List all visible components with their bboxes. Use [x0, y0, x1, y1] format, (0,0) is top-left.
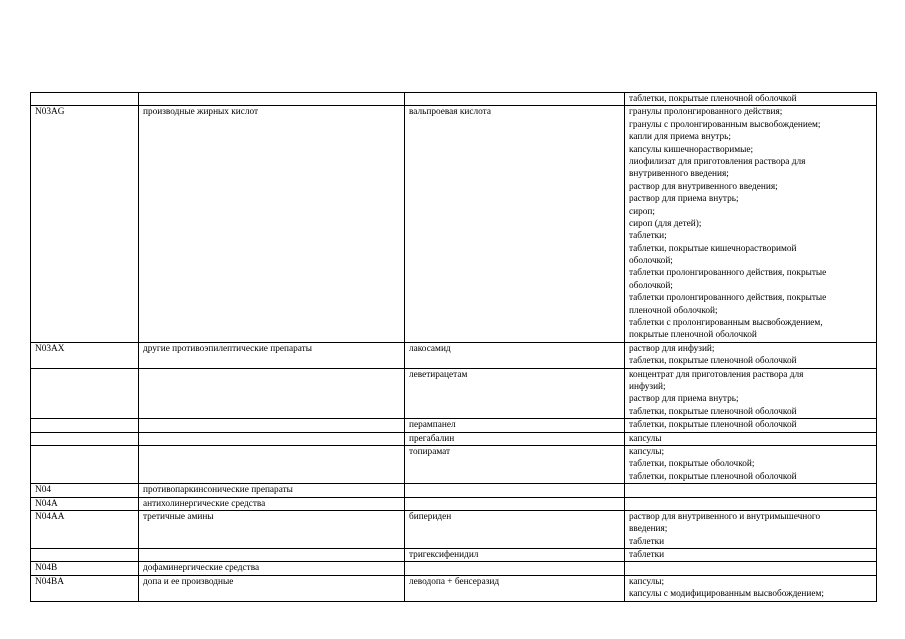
group-name-cell-text: [143, 446, 402, 458]
drug-name-cell-text: перампанел: [409, 420, 456, 431]
table-row: [31, 497, 877, 510]
group-name-cell: [139, 510, 405, 548]
atc-code-cell: [31, 562, 139, 575]
dosage-form-cell: [625, 419, 877, 432]
group-name-cell: [139, 497, 405, 510]
group-name-cell-text: противопаркинсонические препараты: [143, 485, 293, 496]
group-name-cell-text: антихолинергические средства: [143, 498, 266, 509]
atc-code-cell-text: N04: [35, 485, 52, 496]
atc-code-cell: [31, 419, 139, 432]
group-name-cell-text: производные жирных кислот: [143, 107, 259, 118]
dosage-form-cell: [625, 368, 877, 419]
group-name-cell: [139, 432, 405, 445]
dosage-form-cell: [625, 106, 877, 342]
dosage-form-line: оболочкой;: [629, 256, 673, 267]
group-name-cell: [139, 106, 405, 342]
dosage-form-line: таблетки: [629, 536, 665, 547]
group-name-cell: [139, 549, 405, 562]
dosage-form-cell: [625, 510, 877, 548]
drug-name-cell: [405, 432, 625, 445]
dosage-form-line: таблетки, покрытые оболочкой;: [629, 459, 755, 470]
dosage-form-line: таблетки, покрытые пленочной оболочкой: [629, 420, 797, 431]
dosage-form-line: гранулы пролонгированного действия;: [629, 107, 783, 118]
dosage-form-line: оболочкой;: [629, 280, 673, 291]
dosage-form-cell: [625, 484, 877, 497]
table-row: [31, 510, 877, 548]
atc-code-cell: [31, 368, 139, 419]
atc-code-cell-text: [35, 433, 136, 445]
dosage-form-line: пленочной оболочкой;: [629, 305, 718, 316]
atc-code-cell-text: [35, 446, 136, 458]
group-name-cell: [139, 445, 405, 483]
drug-name-cell-text: [409, 498, 622, 510]
dosage-form-line: раствор для приема внутрь;: [629, 194, 739, 205]
atc-code-cell-text: N04BA: [35, 576, 64, 587]
table-row: [31, 562, 877, 575]
group-name-cell-text: [143, 93, 402, 105]
dosage-form-line: лиофилизат для приготовления раствора для: [629, 156, 806, 167]
atc-code-cell: [31, 445, 139, 483]
atc-code-cell-text: N03AG: [35, 107, 65, 118]
dosage-form-cell: [625, 497, 877, 510]
dosage-form-line: концентрат для приготовления раствора для: [629, 369, 804, 380]
table-body: [31, 93, 877, 602]
dosage-form-line: капсулы;: [629, 446, 665, 457]
dosage-form-line: капсулы;: [629, 576, 665, 587]
dosage-form-line: гранулы с пролонгированным высвобождением;: [629, 119, 821, 130]
atc-code-cell-text: [35, 369, 136, 381]
group-name-cell-text: допа и ее производные: [143, 576, 234, 587]
atc-code-cell: [31, 342, 139, 368]
drug-name-cell: [405, 510, 625, 548]
drug-name-cell: [405, 562, 625, 575]
atc-code-cell: [31, 106, 139, 342]
dosage-form-line: таблетки;: [629, 231, 667, 242]
dosage-form-line: таблетки, покрытые пленочной оболочкой: [629, 406, 797, 417]
drug-name-cell: [405, 342, 625, 368]
group-name-cell: [139, 368, 405, 419]
table-row: [31, 445, 877, 483]
group-name-cell-text: [143, 549, 402, 561]
dosage-form-line: раствор для внутривенного введения;: [629, 181, 778, 192]
atc-code-cell: [31, 549, 139, 562]
atc-code-cell-text: N04AA: [35, 511, 65, 522]
dosage-form-line: [629, 498, 874, 510]
atc-code-cell-text: N04B: [35, 563, 58, 574]
dosage-form-line: таблетки пролонгированного действия, покрытые: [629, 293, 827, 304]
dosage-form-cell: [625, 93, 877, 106]
dosage-form-line: капсулы: [629, 433, 662, 444]
atc-code-cell: [31, 432, 139, 445]
atc-code-cell-text: N03AX: [35, 343, 65, 354]
dosage-form-cell: [625, 549, 877, 562]
group-name-cell: [139, 93, 405, 106]
group-name-cell: [139, 342, 405, 368]
table-row: [31, 549, 877, 562]
atc-code-cell-text: [35, 549, 136, 561]
table-row: [31, 419, 877, 432]
atc-code-cell: [31, 484, 139, 497]
dosage-form-line: [629, 562, 874, 574]
drug-name-cell: [405, 368, 625, 419]
group-name-cell-text: дофаминергические средства: [143, 563, 260, 574]
dosage-form-cell: [625, 575, 877, 601]
dosage-form-line: таблетки, покрытые кишечнорастворимой: [629, 243, 797, 254]
atc-code-cell: [31, 497, 139, 510]
group-name-cell: [139, 484, 405, 497]
atc-code-cell: [31, 575, 139, 601]
drug-name-cell-text: топирамат: [409, 446, 451, 457]
drug-name-cell: [405, 484, 625, 497]
drug-name-cell-text: вальпроевая кислота: [409, 107, 491, 118]
table-row: [31, 93, 877, 106]
dosage-form-line: [629, 484, 874, 496]
dosage-form-cell: [625, 445, 877, 483]
dosage-form-line: таблетки, покрытые пленочной оболочкой: [629, 356, 797, 367]
dosage-form-line: покрытые пленочной оболочкой: [629, 330, 757, 341]
drug-name-cell: [405, 497, 625, 510]
drug-name-cell-text: [409, 562, 622, 574]
group-name-cell-text: [143, 419, 402, 431]
dosage-form-line: инфузий;: [629, 381, 666, 392]
drug-name-cell: [405, 445, 625, 483]
dosage-form-line: таблетки, покрытые пленочной оболочкой: [629, 94, 797, 104]
table-row: [31, 342, 877, 368]
dosage-form-line: капли для приема внутрь;: [629, 132, 731, 143]
group-name-cell-text: [143, 433, 402, 445]
drug-name-cell-text: прегабалин: [409, 433, 455, 444]
group-name-cell: [139, 562, 405, 575]
dosage-form-line: раствор для инфузий;: [629, 343, 715, 354]
drug-name-cell: [405, 419, 625, 432]
table-row: [31, 432, 877, 445]
drug-name-cell-text: тригексифенидил: [409, 550, 479, 561]
drug-name-cell-text: леводопа + бенсеразид: [409, 576, 500, 587]
drug-name-cell-text: лакосамид: [409, 343, 451, 354]
dosage-form-line: таблетки: [629, 550, 665, 561]
dosage-form-cell: [625, 432, 877, 445]
group-name-cell-text: третичные амины: [143, 511, 214, 522]
dosage-form-line: раствор для приема внутрь;: [629, 394, 739, 405]
group-name-cell: [139, 575, 405, 601]
group-name-cell: [139, 419, 405, 432]
table-row: [31, 368, 877, 419]
table-row: [31, 575, 877, 601]
dosage-form-line: сироп (для детей);: [629, 218, 702, 229]
drug-table: [30, 92, 877, 602]
drug-name-cell-text: бипериден: [409, 511, 452, 522]
atc-code-cell: [31, 93, 139, 106]
atc-code-cell-text: N04A: [35, 498, 58, 509]
dosage-form-line: раствор для внутривенного и внутримышечного: [629, 511, 821, 522]
table-row: [31, 484, 877, 497]
atc-code-cell-text: [35, 93, 136, 105]
drug-name-cell: [405, 575, 625, 601]
atc-code-cell: [31, 510, 139, 548]
drug-name-cell-text: [409, 484, 622, 496]
dosage-form-line: внутривенного введения;: [629, 169, 729, 180]
dosage-form-line: капсулы кишечнорастворимые;: [629, 144, 754, 155]
atc-code-cell-text: [35, 419, 136, 431]
dosage-form-line: таблетки пролонгированного действия, покрытые: [629, 268, 827, 279]
dosage-form-cell: [625, 342, 877, 368]
table-row: [31, 106, 877, 342]
dosage-form-line: введения;: [629, 524, 668, 535]
dosage-form-line: таблетки с пролонгированным высвобождением,: [629, 318, 823, 329]
dosage-form-cell: [625, 562, 877, 575]
dosage-form-line: таблетки, покрытые пленочной оболочкой: [629, 471, 797, 482]
drug-name-cell-text: [409, 93, 622, 105]
group-name-cell-text: другие противоэпилептические препараты: [143, 343, 312, 354]
drug-name-cell: [405, 93, 625, 106]
group-name-cell-text: [143, 369, 402, 381]
drug-name-cell: [405, 106, 625, 342]
drug-name-cell: [405, 549, 625, 562]
drug-name-cell-text: леветирацетам: [409, 369, 468, 380]
dosage-form-line: капсулы с модифицированным высвобождением;: [629, 589, 824, 600]
dosage-form-line: сироп;: [629, 206, 655, 217]
